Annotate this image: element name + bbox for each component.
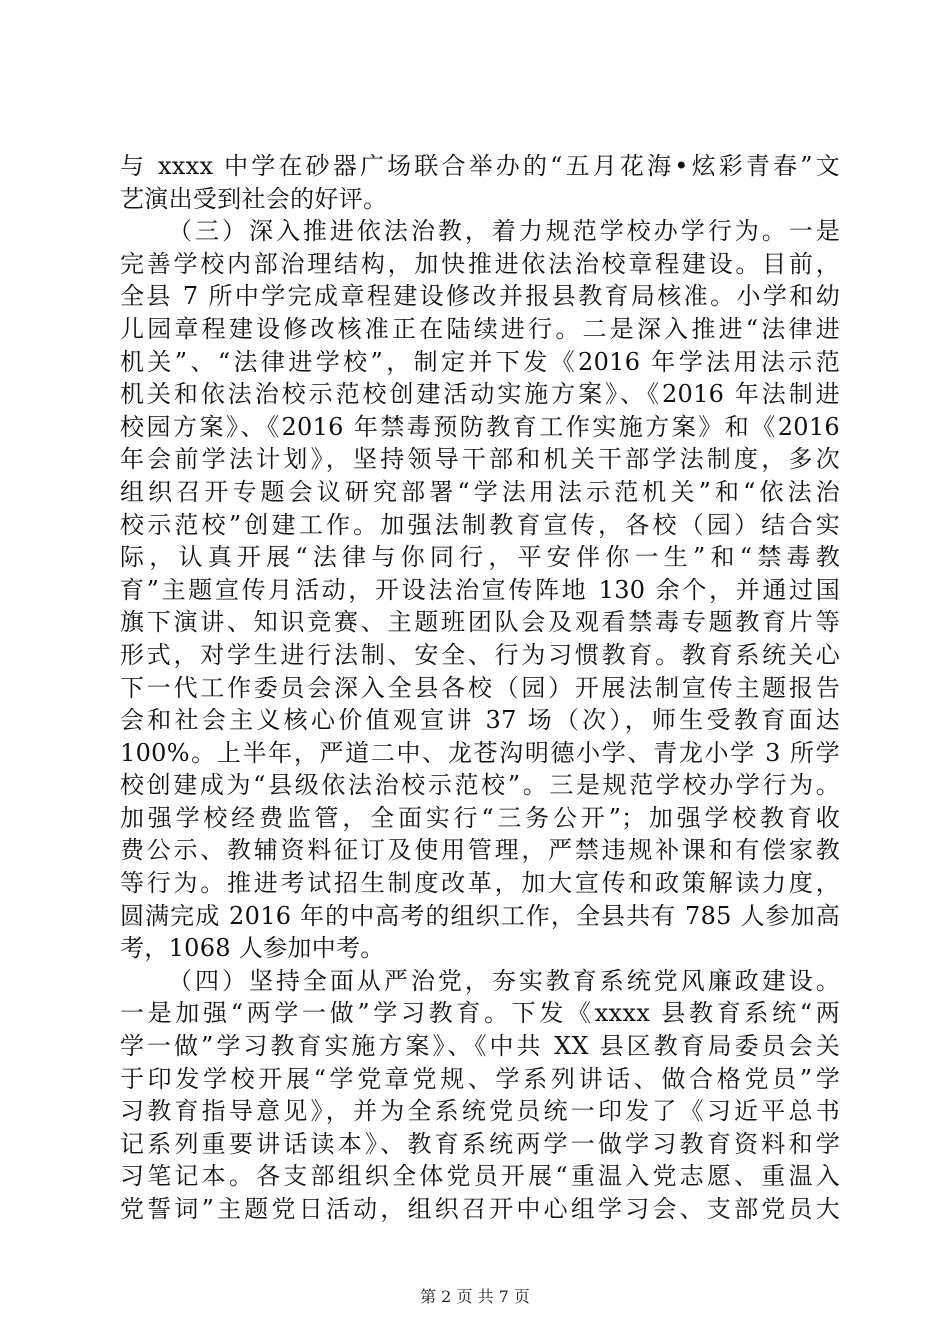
text-line: 育”主题宣传月活动，开设法治宣传阵地 130 余个，并通过国 <box>120 575 840 604</box>
text-line: 与 xxxx 中学在砂器广场联合举办的“五月花海•炫彩青春”文 <box>120 152 840 180</box>
text-line: 习笔记本。各支部组织全体党员开展“重温入党志愿、重温入 <box>120 1162 840 1191</box>
text-line: 一是加强“两学一做”学习教育。下发《xxxx 县教育系统“两 <box>120 999 840 1028</box>
text-line: 校示范校”创建工作。加强法制教育宣传，各校（园）结合实 <box>120 510 840 539</box>
text-line: 加强学校经费监管，全面实行“三务公开”；加强学校教育收 <box>120 803 840 832</box>
text-line: 际，认真开展“法律与你同行，平安伴你一生”和“禁毒教 <box>120 543 840 572</box>
text-line: 考，1068 人参加中考。 <box>120 934 385 963</box>
text-line: 习教育指导意见》，并为全系统党员统一印发了《习近平总书 <box>120 1097 840 1126</box>
text-line: 党誓词”主题党日活动，组织召开中心组学习会、支部党员大 <box>120 1195 840 1223</box>
page-footer: 第 2 页 共 7 页 <box>420 1287 530 1306</box>
text-line: 100%。上半年，严道二中、龙苍沟明德小学、青龙小学 3 所学 <box>120 738 840 767</box>
text-line: 于印发学校开展“学党章党规、学系列讲话、做合格党员”学 <box>120 1064 840 1093</box>
text-line: 会和社会主义核心价值观宣讲 37 场（次），师生受教育面达 <box>120 706 840 735</box>
text-line: 校园方案》、《2016 年禁毒预防教育工作实施方案》和《2016 <box>120 412 840 441</box>
text-line: 校创建成为“县级依法治校示范校”。三是规范学校办学行为。 <box>120 771 840 800</box>
text-line: 儿园章程建设修改核准正在陆续进行。二是深入推进“法律进 <box>120 314 840 343</box>
text-line: 等行为。推进考试招生制度改革，加大宣传和政策解读力度， <box>120 869 840 898</box>
text-line: 全县 7 所中学完成章程建设修改并报县教育局核准。小学和幼 <box>120 282 840 311</box>
text-line: 形式，对学生进行法制、安全、行为习惯教育。教育系统关心 <box>120 640 840 669</box>
text-line: 年会前学法计划》，坚持领导干部和机关干部学法制度，多次 <box>120 445 840 474</box>
text-line: 完善学校内部治理结构，加快推进依法治校章程建设。目前， <box>120 249 840 278</box>
text-line: 记系列重要讲话读本》、教育系统两学一做学习教育资料和学 <box>120 1129 840 1158</box>
paragraph-3-start: （三）深入推进依法治教，着力规范学校办学行为。一是 <box>168 217 840 246</box>
text-line: 机关”、“法律进学校”，制定并下发《2016 年学法用法示范 <box>120 347 840 376</box>
text-line: 学一做”学习教育实施方案》、《中共 XX 县区教育局委员会关 <box>120 1032 840 1061</box>
paragraph-4-start: （四）坚持全面从严治党，夯实教育系统党风廉政建设。 <box>168 966 840 995</box>
text-line: 旗下演讲、知识竞赛、主题班团队会及观看禁毒专题教育片等 <box>120 608 840 637</box>
text-line: 圆满完成 2016 年的中高考的组织工作，全县共有 785 人参加高 <box>120 901 840 930</box>
text-line: 艺演出受到社会的好评。 <box>120 184 388 213</box>
text-line: 组织召开专题会议研究部署“学法用法示范机关”和“依法治 <box>120 477 840 506</box>
text-line: 费公示、教辅资料征订及使用管理，严禁违规补课和有偿家教 <box>120 836 840 865</box>
text-line: 机关和依法治校示范校创建活动实施方案》、《2016 年法制进 <box>120 380 840 409</box>
document-body <box>120 150 840 1226</box>
text-line: 下一代工作委员会深入全县各校（园）开展法制宣传主题报告 <box>120 673 840 702</box>
